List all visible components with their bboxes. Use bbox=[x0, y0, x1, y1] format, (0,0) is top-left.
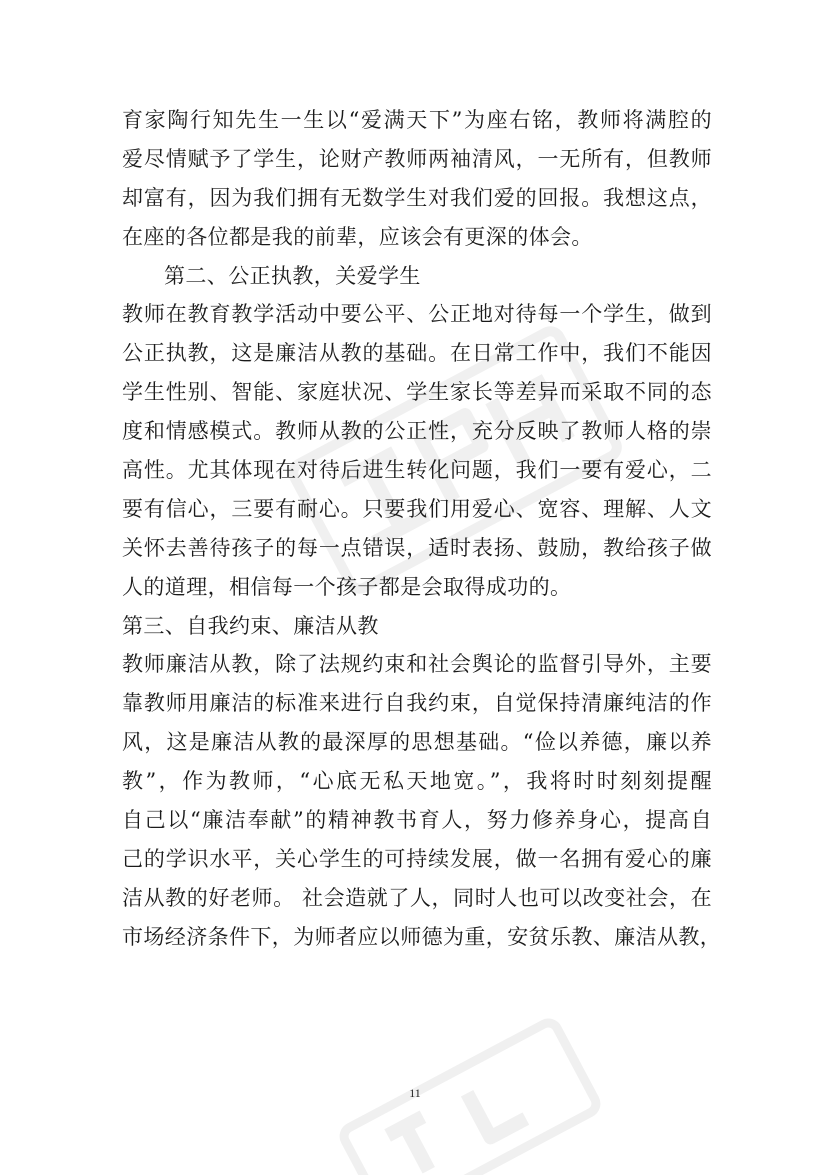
paragraph-line: 市场经济条件下，为师者应以师德为重，安贫乐教、廉洁从教， bbox=[122, 924, 722, 949]
paragraph-line: 公正执教，这是廉洁从教的基础。在日常工作中，我们不能因 bbox=[122, 341, 712, 366]
paragraph-line: 学生性别、智能、家庭状况、学生家长等差异而采取不同的态 bbox=[122, 380, 712, 405]
paragraph-line: 靠教师用廉洁的标准来进行自我约束，自觉保持清廉纯洁的作 bbox=[122, 691, 712, 716]
paragraph-line: 己的学识水平，关心学生的可持续发展，做一名拥有爱心的廉 bbox=[122, 846, 712, 871]
page-number: 11 bbox=[409, 1086, 421, 1100]
paragraph-line: 风，这是廉洁从教的最深厚的思想基础。“俭以养德，廉以养 bbox=[122, 730, 712, 755]
paragraph-line: 洁从教的好老师。 社会造就了人，同时人也可以改变社会，在 bbox=[122, 885, 712, 910]
paragraph-line: 自己以“廉洁奉献”的精神教书育人，努力修养身心，提高自 bbox=[122, 808, 712, 833]
paragraph-line: 教师在教育教学活动中要公平、公正地对待每一个学生，做到 bbox=[122, 302, 712, 327]
paragraph-line: 育家陶行知先生一生以“爱满天下”为座右铭，教师将满腔的 bbox=[122, 108, 712, 132]
paragraph-line: 爱尽情赋予了学生，论财产教师两袖清风，一无所有，但教师 bbox=[122, 146, 712, 171]
paragraph-line: 关怀去善待孩子的每一点错误，适时表扬、鼓励，教给孩子做 bbox=[122, 535, 712, 560]
section-heading: 第三、自我约束、廉洁从教 bbox=[122, 613, 379, 638]
paragraph-line: 教”，作为教师，“心底无私天地宽。”，我将时时刻刻提醒 bbox=[122, 769, 712, 794]
paragraph-line: 人的道理，相信每一个孩子都是会取得成功的。 bbox=[122, 574, 572, 599]
paragraph-line: 在座的各位都是我的前辈，应该会有更深的体会。 bbox=[122, 224, 593, 249]
paragraph-line: 要有信心，三要有耐心。只要我们用爱心、宽容、理解、人文 bbox=[122, 496, 712, 521]
paragraph-line: 度和情感模式。教师从教的公正性，充分反映了教师人格的崇 bbox=[122, 419, 712, 444]
section-heading: 第二、公正执教，关爱学生 bbox=[164, 263, 421, 288]
paragraph-line: 教师廉洁从教，除了法规约束和社会舆论的监督引导外，主要 bbox=[122, 652, 712, 677]
paragraph-line: 却富有，因为我们拥有无数学生对我们爱的回报。我想这点， bbox=[122, 185, 712, 210]
document-body bbox=[122, 101, 722, 957]
paragraph-line: 高性。尤其体现在对待后进生转化问题，我们一要有爱心，二 bbox=[122, 458, 712, 483]
